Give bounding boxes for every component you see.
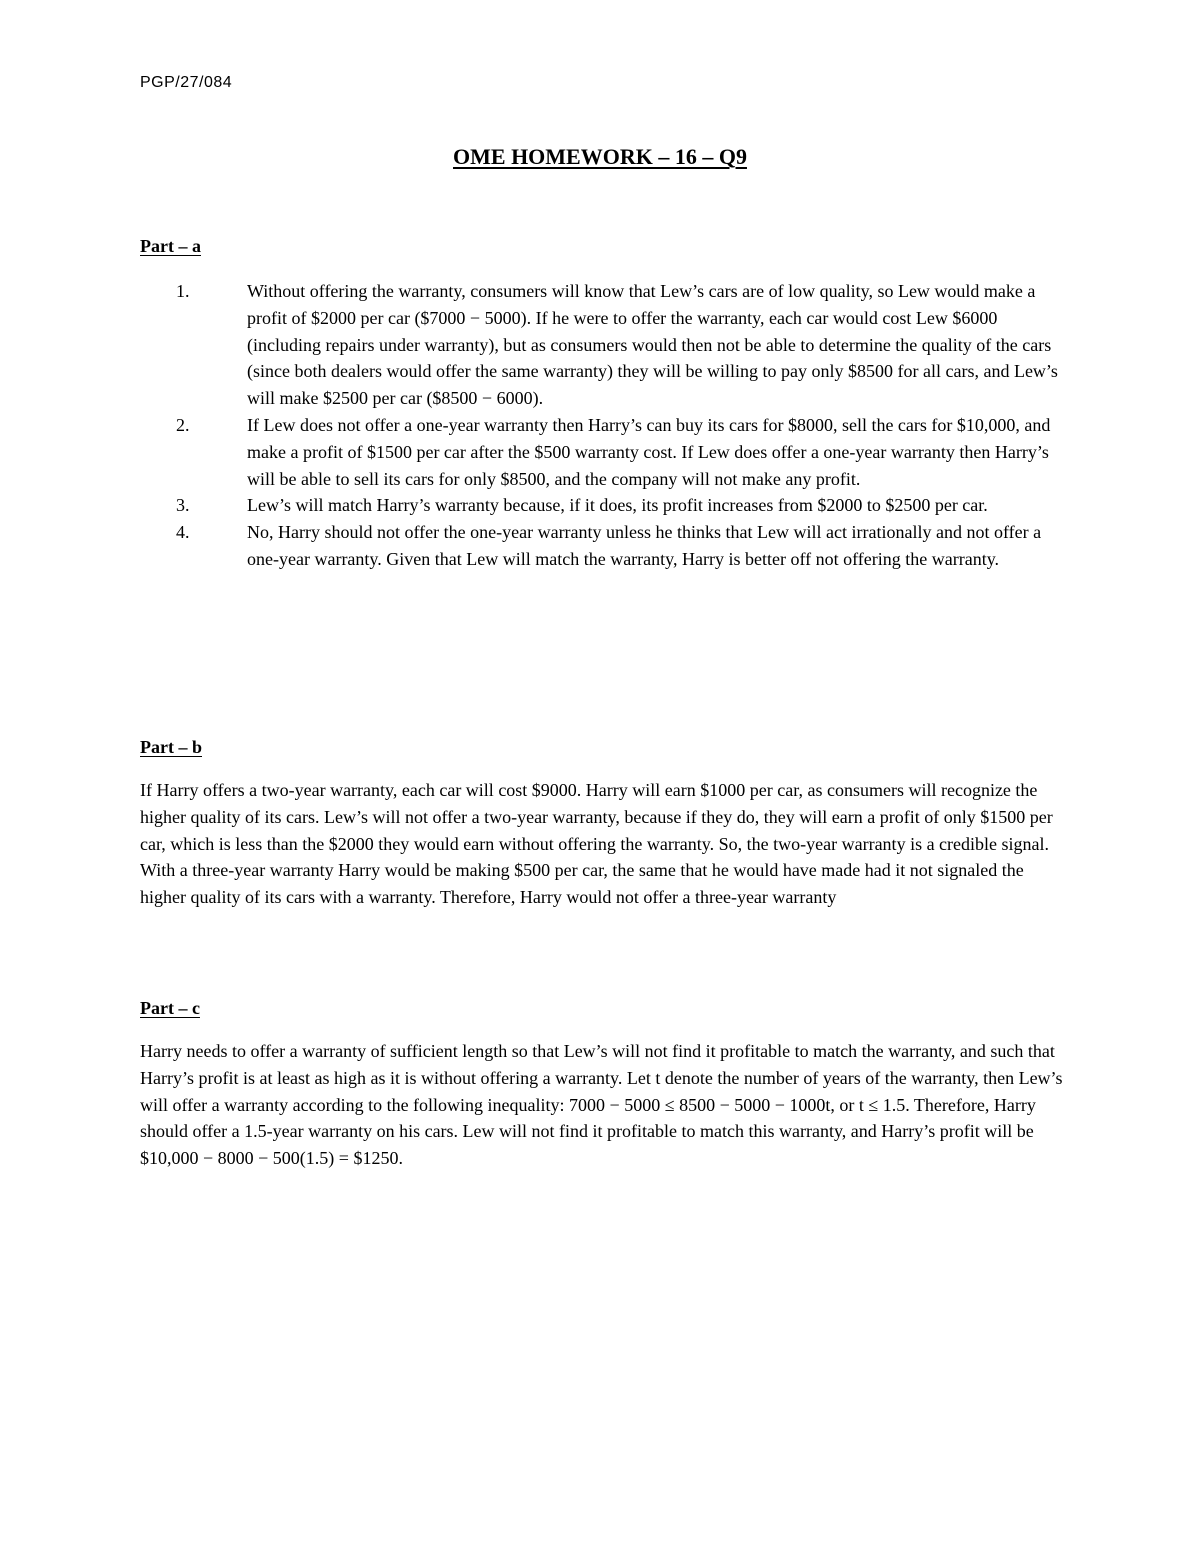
document-title: OME HOMEWORK – 16 – Q9 <box>453 144 747 169</box>
list-item-number: 3. <box>176 495 190 516</box>
list-item-text: Without offering the warranty, consumers will know that Lew’s cars are of low quality, so Lew would make a profit of $2000 per car ($7000 − 5000). If he were to offer the warranty, each car would cost Lew $6000 (including repairs under warranty), but as consumers would then not be able to determine the quality of the cars (since both dealers would offer the same warranty) they will be willing to pay only $8500 for all cars, and Lew’s will make $2500 per car ($8500 − 6000). <box>247 281 1058 409</box>
part-c-heading: Part – c <box>140 998 200 1018</box>
list-item-number: 2. <box>176 414 190 435</box>
part-b-paragraph: If Harry offers a two-year warranty, each car will cost $9000. Harry will earn $1000 per car, as consumers will recognize the higher quality of its cars. Lew’s will not offer a two-year warranty, because if they do, they will earn a profit of only $1500 per car, which is less than the $2000 they would earn without offering the warranty. So, the two-year warranty is a credible signal. With a three-year warranty Harry would be making $500 per car, the same that he would have made had it not signaled the higher quality of its cars with a warranty. Therefore, Harry would not offer a three-year warranty <box>140 780 1053 908</box>
header-code: PGP/27/084 <box>140 74 233 91</box>
part-a-heading: Part – a <box>140 236 201 256</box>
list-item-text: No, Harry should not offer the one-year warranty unless he thinks that Lew will act irrationally and not offer a one-year warranty. Given that Lew will match the warranty, Harry is better off not offering the warranty. <box>247 522 1042 569</box>
list-item <box>140 412 1070 492</box>
list-item <box>140 278 1070 412</box>
part-b-heading: Part – b <box>140 737 202 757</box>
list-item-text: Lew’s will match Harry’s warranty because, if it does, its profit increases from $2000 to $2500 per car. <box>247 495 988 516</box>
list-item-text: If Lew does not offer a one-year warranty then Harry’s can buy its cars for $8000, sell the cars for $10,000, and make a profit of $1500 per car after the $500 warranty cost. If Lew does offer a one-year warranty then Harry’s will be able to sell its cars for only $8500, and the company will not make any profit. <box>247 414 1051 489</box>
part-a-list <box>140 278 1070 573</box>
list-item <box>140 519 1070 573</box>
list-item-number: 1. <box>176 281 190 301</box>
list-item <box>140 492 1070 519</box>
list-item-number: 4. <box>176 522 190 543</box>
part-c-paragraph: Harry needs to offer a warranty of sufficient length so that Lew’s will not find it profitable to match the warranty, and such that Harry’s profit is at least as high as it is without offering a warranty. Let t denote the number of years of the warranty, then Lew’s will offer a warranty according to the following inequality: 7000 − 5000 ≤ 8500 − 5000 − 1000t, or t ≤ 1.5. Therefore, Harry should offer a 1.5-year warranty on his cars. Lew will not find it profitable to match this warranty, and Harry’s profit will be $10,000 − 8000 − 500(1.5) = $1250. <box>140 1041 1063 1169</box>
